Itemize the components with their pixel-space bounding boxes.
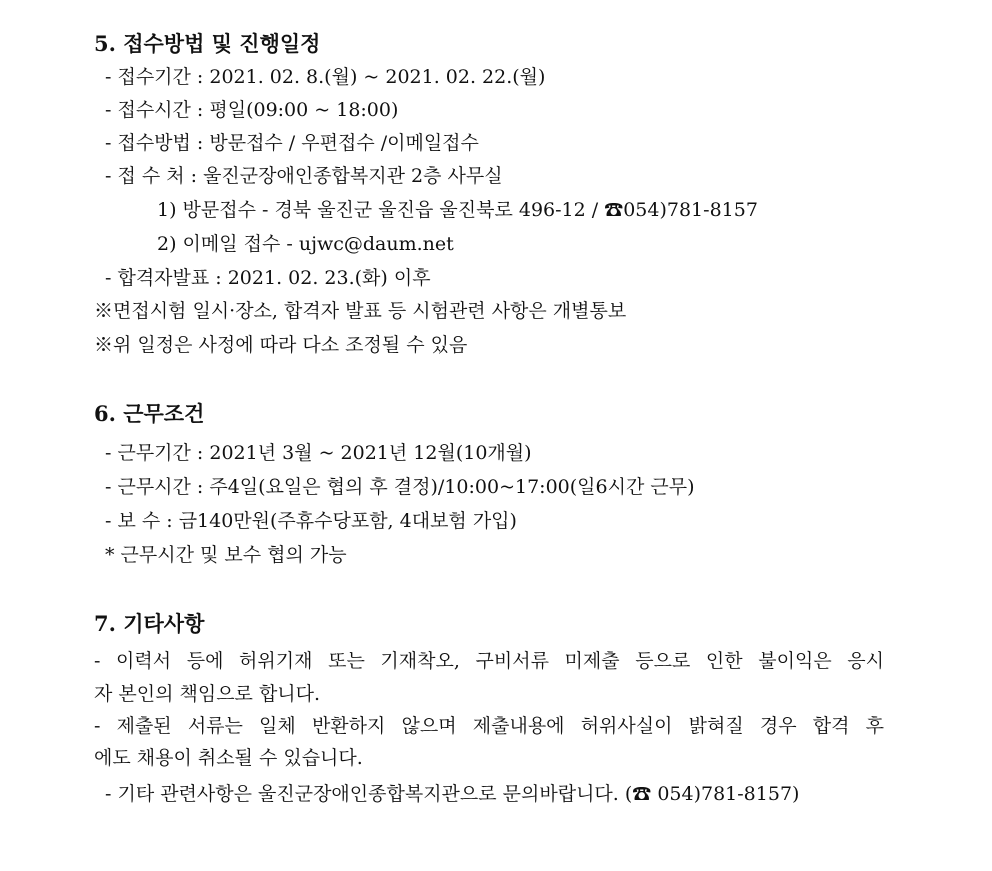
section7-para2-line1: - 제출된 서류는 일체 반환하지 않으며 제출내용에 허위사실이 밝혀질 경우 합격 후 [94, 715, 884, 737]
section7-para1-line2: 자 본인의 책임으로 합니다. [94, 683, 321, 705]
section5-announce-line: - 합격자발표 : 2021. 02. 23.(화) 이후 [105, 267, 431, 289]
section5-method-line: - 접수방법 : 방문접수 / 우편접수 /이메일접수 [105, 132, 479, 154]
section5-note-1: ※면접시험 일시·장소, 합격자 발표 등 시험관련 사항은 개별통보 [94, 300, 627, 322]
section7-para2-line2: 에도 채용이 취소될 수 있습니다. [94, 747, 363, 769]
section6-pay-line: - 보 수 : 금140만원(주휴수당포함, 4대보험 가입) [105, 510, 517, 532]
section5-note-2: ※위 일정은 사정에 따라 다소 조정될 수 있음 [94, 334, 468, 356]
section6-note-line: * 근무시간 및 보수 협의 가능 [105, 544, 347, 566]
section5-hours-line: - 접수시간 : 평일(09:00 ~ 18:00) [105, 99, 399, 121]
section5-email-line: 2) 이메일 접수 - ujwc@daum.net [157, 233, 454, 255]
section7-para1-line1: - 이력서 등에 허위기재 또는 기재착오, 구비서류 미제출 등으로 인한 불이익은 응시 [94, 650, 884, 672]
section5-place-line: - 접 수 처 : 울진군장애인종합복지관 2층 사무실 [105, 165, 503, 187]
section5-title: 5. 접수방법 및 진행일정 [94, 31, 321, 56]
section6-period-line: - 근무기간 : 2021년 3월 ~ 2021년 12월(10개월) [105, 442, 532, 464]
section5-period-line: - 접수기간 : 2021. 02. 8.(월) ~ 2021. 02. 22.(월) [105, 66, 546, 88]
section7-title: 7. 기타사항 [94, 611, 205, 636]
section5-visit-line: 1) 방문접수 - 경북 울진군 울진읍 울진북로 496-12 / ☎054)781-8157 [157, 199, 758, 221]
section6-title: 6. 근무조건 [94, 401, 205, 426]
section7-para3: - 기타 관련사항은 울진군장애인종합복지관으로 문의바랍니다. (☎ 054)781-8157) [105, 783, 800, 805]
section6-hours-line: - 근무시간 : 주4일(요일은 협의 후 결정)/10:00~17:00(일6시간 근무) [105, 476, 695, 498]
